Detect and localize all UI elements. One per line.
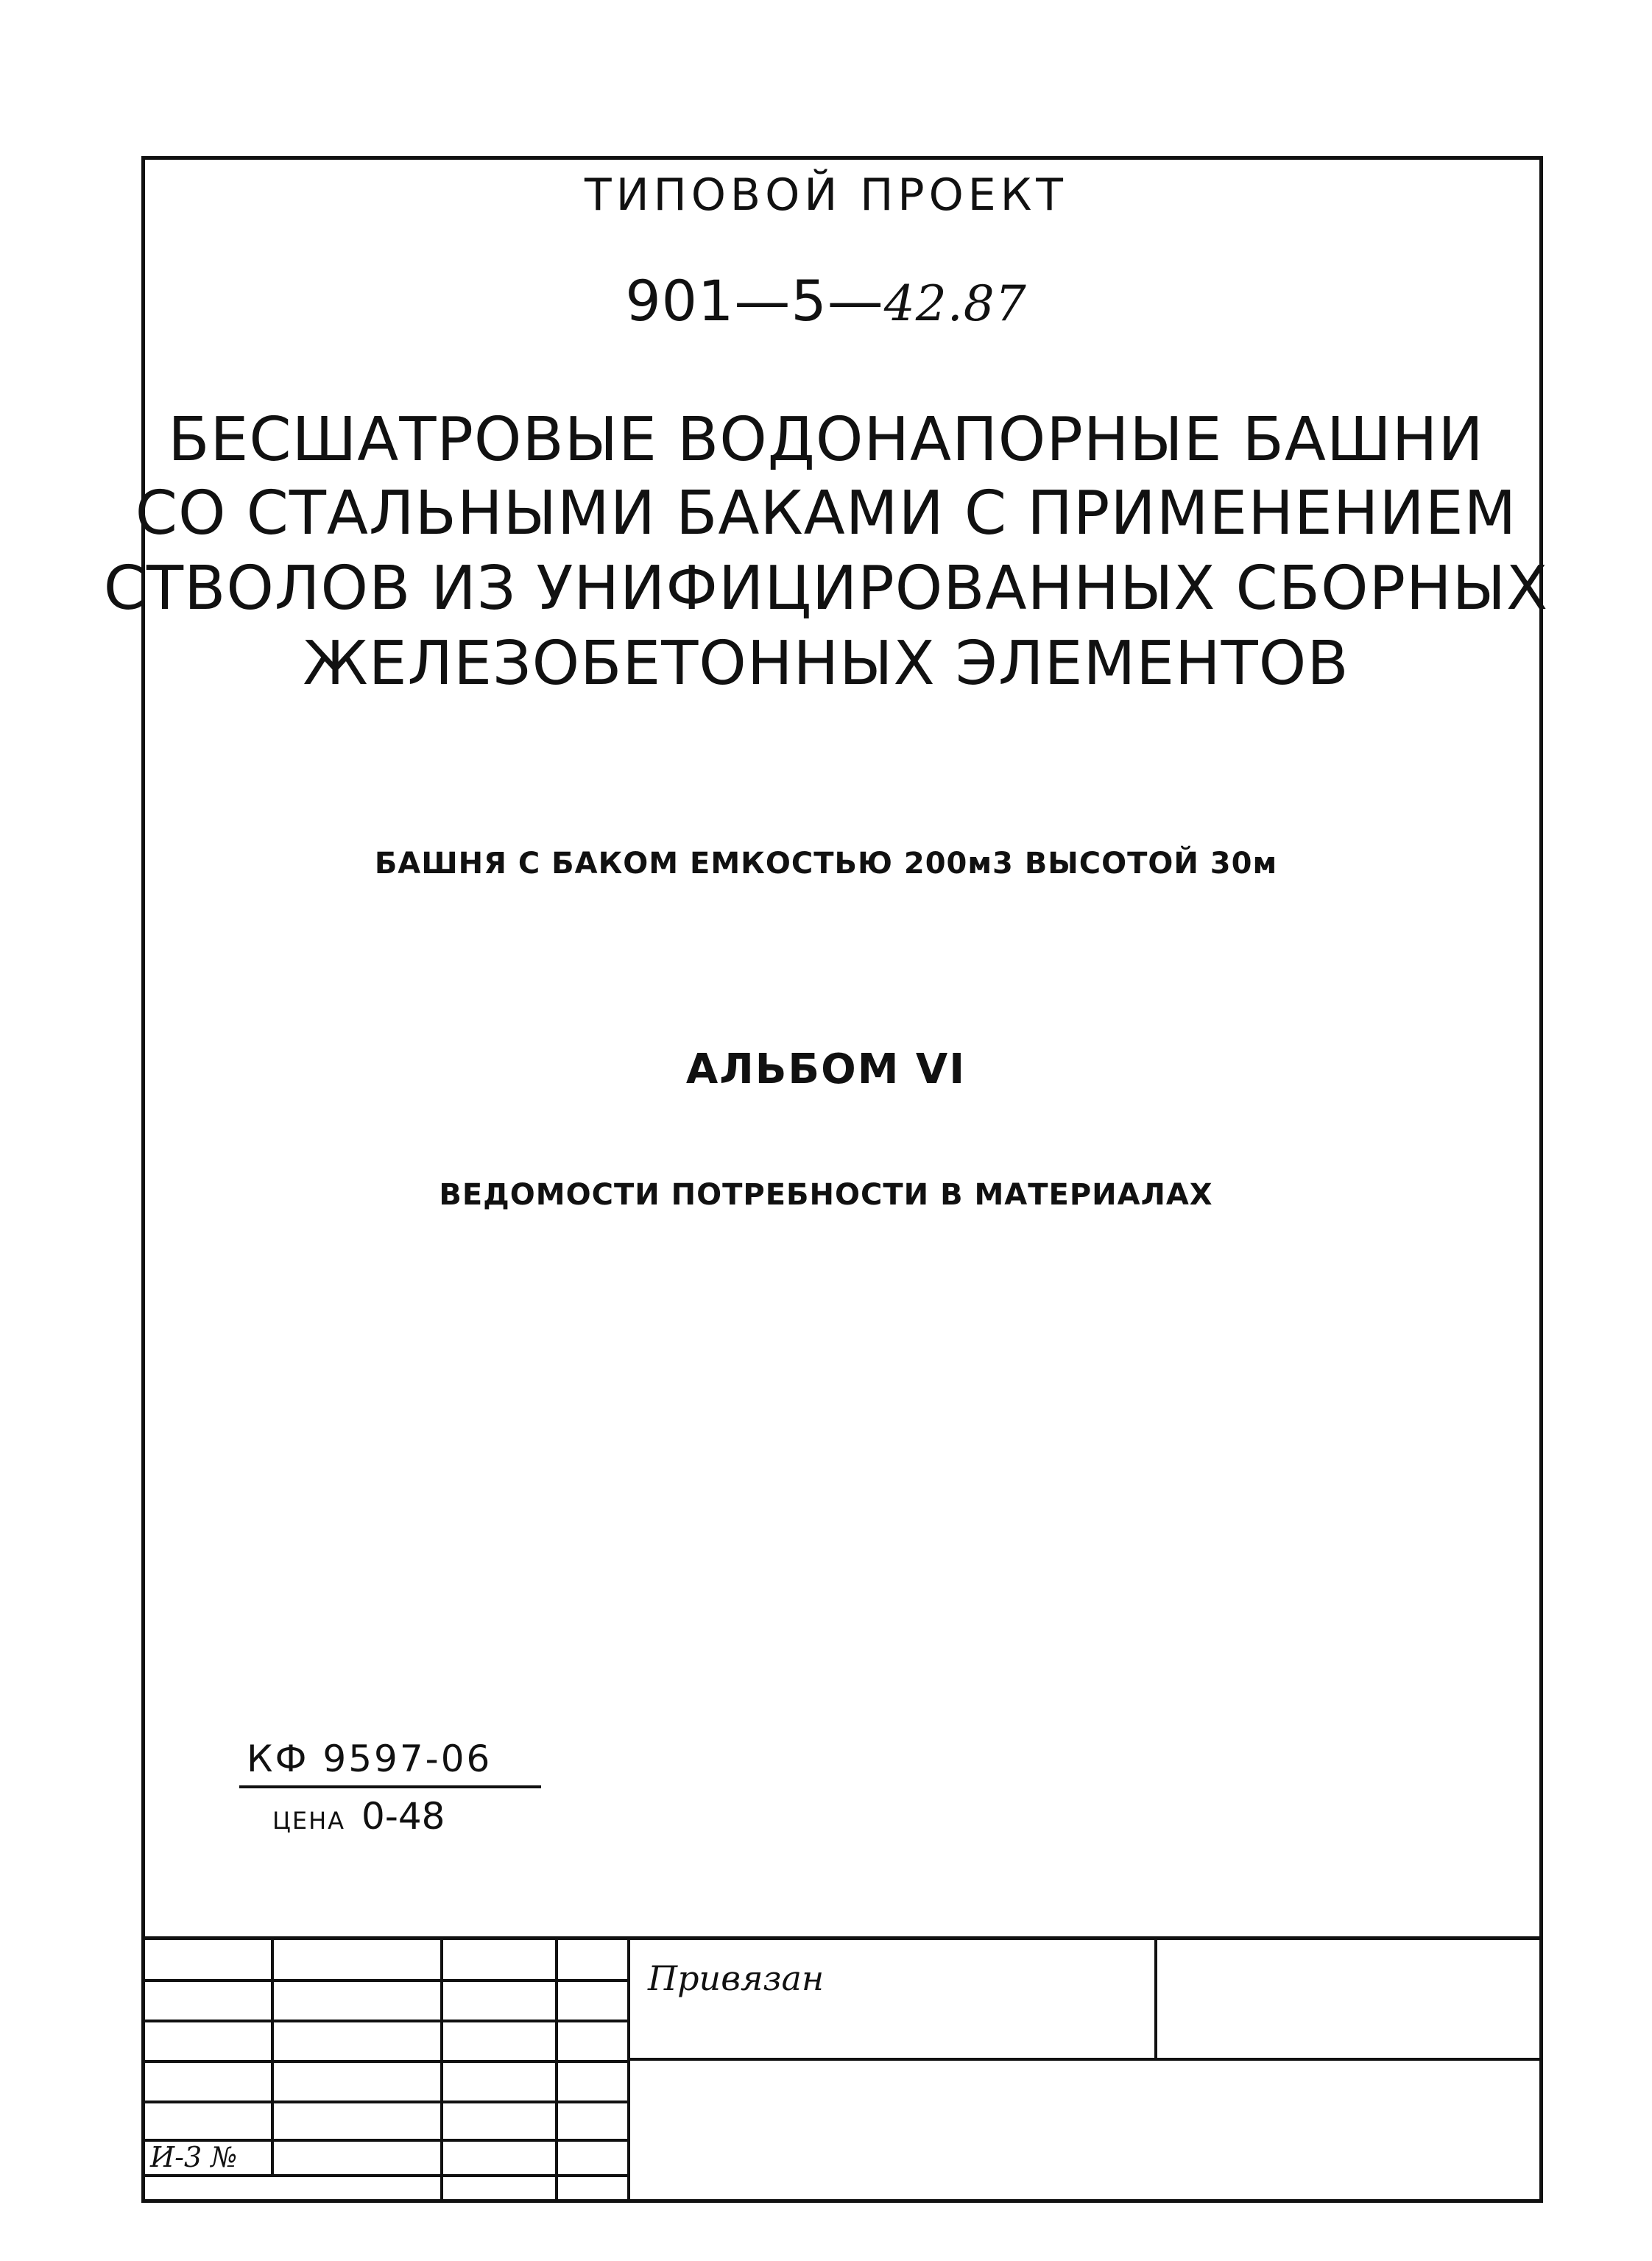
stamp-divider xyxy=(627,2058,1539,2061)
title-line-1: БЕСШАТРОВЫЕ ВОДОНАПОРНЫЕ БАШНИ xyxy=(168,405,1484,475)
price-label: ЦЕНА xyxy=(272,1807,346,1835)
title-line-4: ЖЕЛЕЗОБЕТОННЫХ ЭЛЕМЕНТОВ xyxy=(303,629,1349,699)
tower-subtitle: БАШНЯ С БАКОМ ЕМКОСТЬЮ 200м3 ВЫСОТОЙ 30м xyxy=(374,847,1278,881)
price-value: 0-48 xyxy=(361,1795,445,1838)
catalog-code-underline xyxy=(239,1785,541,1788)
stamp-grid-line xyxy=(141,2174,630,2177)
stamp-divider xyxy=(1154,1940,1157,2058)
catalog-code: КФ 9597-06 xyxy=(247,1738,493,1780)
stamp-grid-line xyxy=(141,1979,630,1982)
album-contents: ВЕДОМОСТИ ПОТРЕБНОСТИ В МАТЕРИАЛАХ xyxy=(439,1178,1213,1212)
title-line-3: СТВОЛОВ ИЗ УНИФИЦИРОВАННЫХ СБОРНЫХ xyxy=(103,554,1549,624)
inventory-number-label: И-3 № xyxy=(150,2141,238,2173)
title-line-2: СО СТАЛЬНЫМИ БАКАМИ С ПРИМЕНЕНИЕМ xyxy=(135,479,1517,549)
stamp-grid-line xyxy=(141,2060,630,2063)
project-number-printed: 901—5— xyxy=(625,268,884,334)
project-number xyxy=(0,268,1652,334)
project-type-label: ТИПОВОЙ ПРОЕКТ xyxy=(585,169,1067,221)
project-number-handwritten: 42.87 xyxy=(883,275,1027,332)
stamp-grid-line xyxy=(141,2100,630,2103)
stamp-grid-line xyxy=(141,2020,630,2022)
price xyxy=(272,1795,445,1838)
title-block-stamp xyxy=(141,1936,1543,2203)
album-number: АЛЬБОМ VI xyxy=(685,1045,967,1093)
privyazan-label: Привязан xyxy=(648,1958,825,1998)
